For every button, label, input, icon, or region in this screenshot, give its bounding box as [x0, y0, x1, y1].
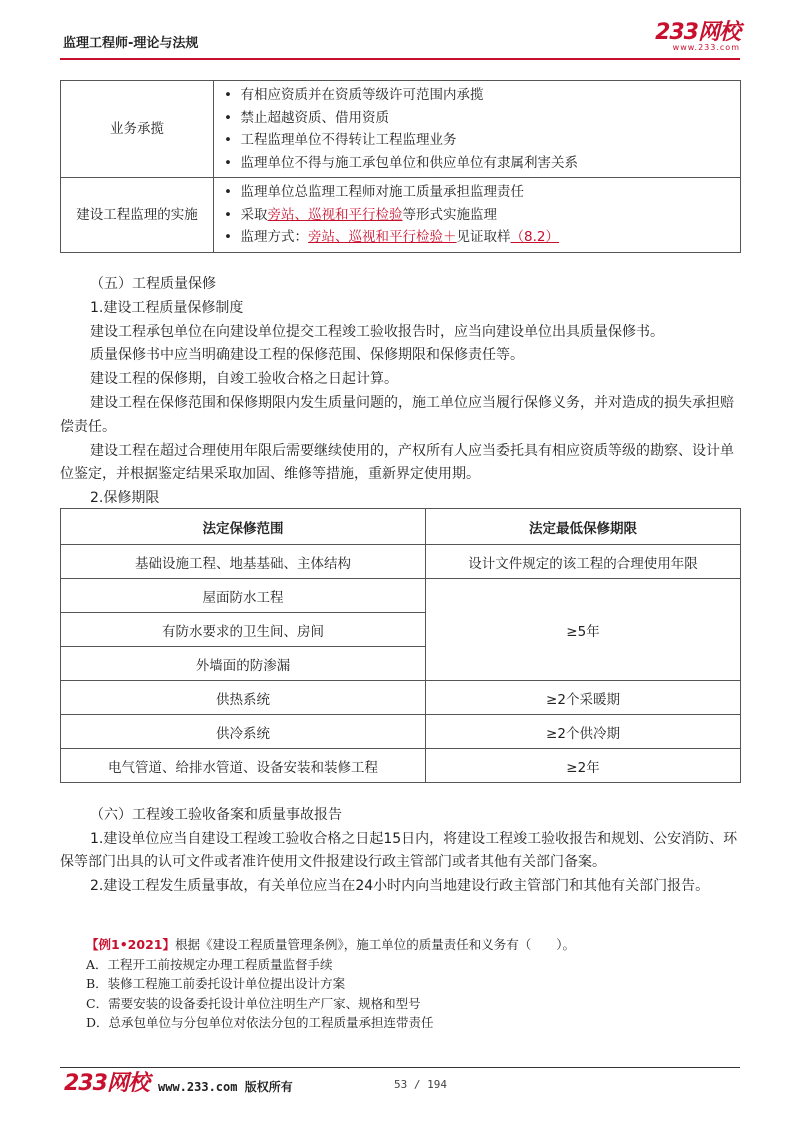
warranty-period-table	[60, 508, 741, 783]
table-row	[61, 545, 741, 579]
list-item: • 采取旁站、巡视和平行检验等形式实施监理	[224, 206, 498, 223]
table-cell-merged: ≥5年	[426, 579, 741, 681]
table-cell: ≥2个供冷期	[426, 715, 741, 749]
table-cell: 外墙面的防渗漏	[61, 647, 426, 681]
highlighted-text: 旁站、巡视和平行检验	[267, 206, 403, 223]
brand-logo	[655, 22, 740, 52]
list-item-text: 监理单位不得与施工承包单位和供应单位有隶属利害关系	[240, 154, 579, 171]
row-items	[214, 178, 741, 253]
list-item: • 禁止超越资质、借用资质	[224, 109, 390, 126]
option-a: A．工程开工前按规定办理工程质量监督手续	[86, 956, 333, 972]
table-cell: 有防水要求的卫生间、房间	[61, 613, 426, 647]
paragraph: 建设工程承包单位在向建设单位提交工程竣工验收报告时，应当向建设单位出具质量保修书。	[90, 323, 664, 340]
footer-site-link[interactable]: www.233.com 版权所有	[158, 1080, 293, 1094]
footer-divider	[60, 1067, 740, 1068]
highlighted-text: （8.2）	[510, 229, 560, 245]
list-item-text: 有相应资质并在资质等级许可范围内承揽	[240, 87, 484, 103]
row-items	[214, 81, 741, 178]
list-item: • 有相应资质并在资质等级许可范围内承揽	[224, 87, 484, 103]
table-row	[61, 579, 741, 613]
document-title: 监理工程师-理论与法规	[63, 36, 199, 51]
table-cell: 屋面防水工程	[61, 579, 426, 613]
supervision-table	[60, 80, 741, 253]
footer-logo: 233网校	[64, 1071, 149, 1096]
section-heading: （六）工程竣工验收备案和质量事故报告	[90, 807, 342, 823]
table-row	[61, 749, 741, 783]
question-stem	[86, 935, 746, 955]
list-item: • 监理方式：旁站、巡视和平行检验＋见证取样（8.2）	[224, 229, 560, 245]
table-cell: 供冷系统	[61, 715, 426, 749]
list-item-text: 采取	[240, 206, 268, 223]
section-acceptance	[60, 804, 740, 898]
list-item-text: 禁止超越资质、借用资质	[240, 109, 390, 126]
row-label: 建设工程监理的实施	[61, 178, 214, 253]
brand-logo-url: www.233.com	[672, 43, 740, 52]
brand-logo-text: 233网校	[655, 20, 740, 45]
list-item-text: 监理单位总监理工程师对施工质量承担监理责任	[240, 184, 525, 200]
column-header: 法定最低保修期限	[426, 509, 741, 545]
table-header-row	[61, 509, 741, 545]
page-number: 53 / 194	[394, 1078, 447, 1091]
section-heading: （五）工程质量保修	[90, 276, 216, 292]
table-cell: 基础设施工程、地基基础、主体结构	[61, 545, 426, 579]
table-cell: ≥2年	[426, 749, 741, 783]
list-item-text: 工程监理单位不得转让工程监理业务	[240, 132, 457, 148]
paragraph: 质量保修书中应当明确建设工程的保修范围、保修期限和保修责任等。	[90, 347, 524, 364]
list-item-text: 见证取样	[456, 229, 511, 245]
example-tag: 【例1•2021】	[86, 937, 175, 952]
table-cell: 设计文件规定的该工程的合理使用年限	[426, 545, 741, 579]
table-row	[61, 81, 741, 178]
list-item: • 工程监理单位不得转让工程监理业务	[224, 132, 457, 148]
question-text: 根据《建设工程质量管理条例》，施工单位的质量责任和义务有（ ）。	[174, 937, 575, 952]
paragraph: 建设工程在超过合理使用年限后需要继续使用的，产权所有人应当委托具有相应资质等级的勘察、设计单位鉴定，并根据鉴定结果采取加固、维修等措施，重新界定使用期。	[60, 442, 734, 483]
page-footer	[60, 1072, 740, 1100]
paragraph: 建设工程的保修期，自竣工验收合格之日起计算。	[90, 371, 398, 388]
header-divider	[60, 58, 740, 60]
paragraph: 2.建设工程发生质量事故，有关单位应当在24小时内向当地建设行政主管部门和其他有关部门报告。	[90, 877, 710, 894]
table-row	[61, 178, 741, 253]
subsection-heading: 1.建设工程质量保修制度	[90, 299, 244, 316]
table-cell: 供热系统	[61, 681, 426, 715]
example-question	[86, 935, 746, 1033]
table-row	[61, 681, 741, 715]
row-label: 业务承揽	[61, 81, 214, 178]
list-item: • 监理单位总监理工程师对施工质量承担监理责任	[224, 184, 525, 200]
option-d: D．总承包单位与分包单位对依法分包的工程质量承担连带责任	[86, 1015, 434, 1030]
option-c: C．需要安装的设备委托设计单位注明生产厂家、规格和型号	[86, 995, 421, 1011]
paragraph: 1.建设单位应当自建设工程竣工验收合格之日起15日内，将建设工程竣工验收报告和规划、公安消防、环保等部门出具的认可文件或者准许使用文件报建设行政主管部门或者其他有关部门备案。	[60, 830, 738, 870]
highlighted-text: 旁站、巡视和平行检验＋	[308, 229, 457, 245]
section-warranty	[60, 273, 740, 511]
table-cell: ≥2个采暖期	[426, 681, 741, 715]
list-item: • 监理单位不得与施工承包单位和供应单位有隶属利害关系	[224, 154, 579, 171]
subsection-heading: 2.保修期限	[90, 490, 160, 507]
list-item-text: 监理方式：	[240, 229, 309, 245]
list-item-text: 等形式实施监理	[402, 206, 498, 223]
table-cell: 电气管道、给排水管道、设备安装和装修工程	[61, 749, 426, 783]
page-header	[60, 22, 740, 56]
table-row	[61, 715, 741, 749]
column-header: 法定保修范围	[61, 509, 426, 545]
option-b: B．装修工程施工前委托设计单位提出设计方案	[86, 976, 346, 991]
paragraph: 建设工程在保修范围和保修期限内发生质量问题的，施工单位应当履行保修义务，并对造成的损失承担赔偿责任。	[60, 394, 734, 435]
